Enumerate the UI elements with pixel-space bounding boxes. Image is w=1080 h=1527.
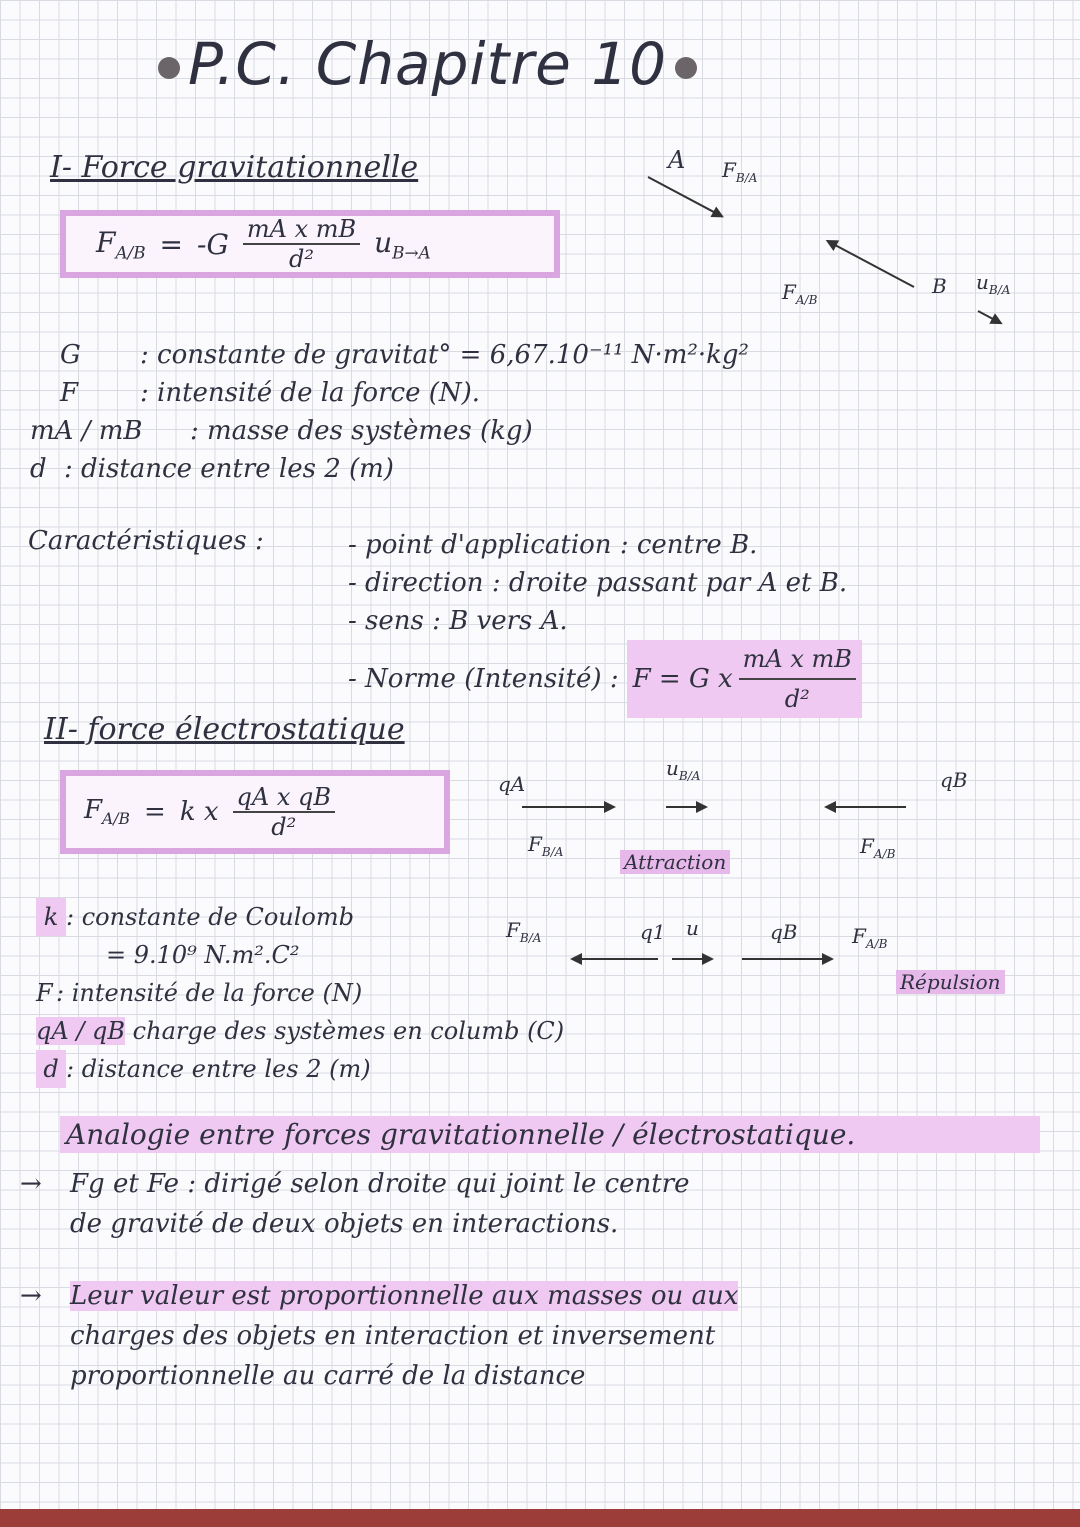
formula-den: d²	[288, 245, 314, 273]
attraction-label: Attraction	[620, 850, 730, 874]
attraction-unit-arrow	[666, 806, 706, 808]
def-masses: mA / mB : masse des systèmes (kg)	[30, 416, 533, 446]
def-charges: qA / qB charge des systèmes en columb (C)	[36, 1017, 565, 1045]
section2-definitions	[36, 898, 564, 1088]
force-ab-label: $F_{A/B}$	[782, 280, 818, 307]
force-ba-label: $F_{B/A}$	[722, 158, 758, 185]
repulsion-unit-label: u	[686, 916, 699, 940]
analogy-paragraph-2	[20, 1276, 738, 1396]
analogy-heading: Analogie entre forces gravitationnelle / électrostatique.	[60, 1116, 1040, 1153]
electrostatic-diagram	[480, 750, 1060, 1010]
def-distance2: d : distance entre les 2 (m)	[36, 1050, 564, 1088]
norm-lhs: F = G x	[632, 664, 733, 694]
repulsion-force-ab-arrow	[742, 958, 832, 960]
formula2-fraction: $\frac{\text{qA x qB}}{\text{d²}}$	[233, 783, 336, 841]
unit-vector-arrow	[978, 310, 1002, 324]
gravitational-formula-box	[60, 210, 560, 278]
formula-eq: =	[159, 227, 184, 261]
repulsion-fba-label: $F_{B/A}$	[506, 918, 542, 945]
formula2-coef: k x	[179, 797, 219, 827]
attraction-fba-label: $F_{B/A}$	[528, 832, 564, 859]
repulsion-charge-b-label: qB	[770, 920, 798, 944]
analogy-p2-line1: → Leur valeur est proportionnelle aux masses ou aux	[20, 1281, 739, 1311]
formula-num: mA x mB	[243, 215, 360, 245]
analogy-p2-line3: proportionnelle au carré de la distance	[70, 1361, 586, 1391]
formula2-eq: =	[144, 797, 166, 827]
section1-heading: I- Force gravitationnelle	[50, 150, 419, 185]
charge-a-label: qA	[498, 772, 526, 796]
attraction-force-ba-arrow	[522, 806, 614, 808]
formula-fraction	[243, 215, 360, 273]
bullet-dot-left	[158, 57, 180, 79]
formula-coef: -G	[197, 227, 229, 261]
characteristics-list	[348, 526, 862, 718]
unit-vector-label: $u_{B/A}$	[976, 270, 1011, 297]
repulsion-force-ba-arrow	[572, 958, 658, 960]
attraction-force-ab-arrow	[826, 806, 906, 808]
char-point: - point d'application : centre B.	[348, 530, 758, 560]
def-k-value: = 9.10⁹ N.m².C²	[106, 941, 300, 969]
charge-b-label: qB	[940, 768, 968, 792]
attraction-fab-label: $F_{A/B}$	[860, 834, 896, 861]
formula2-lhs: $F_{A/B}$	[84, 795, 131, 829]
point-b-label: B	[932, 274, 947, 298]
char-sens: - sens : B vers A.	[348, 606, 568, 636]
def-f2: F : intensité de la force (N)	[36, 979, 363, 1007]
page-title	[150, 30, 705, 98]
repulsion-label: Répulsion	[896, 970, 1005, 994]
characteristics-label: Caractéristiques :	[28, 526, 264, 556]
point-a-label: A	[668, 146, 686, 174]
section2-heading: II- force électrostatique	[44, 712, 405, 747]
analogy-p1-line1: → Fg et Fe : dirigé selon droite qui joint le centre	[20, 1169, 690, 1199]
section1-definitions	[30, 336, 749, 488]
force-ab-arrow	[827, 240, 914, 288]
analogy-p1-line2: de gravité de deux objets en interactions.	[70, 1209, 619, 1239]
def-g: G : constante de gravitat° = 6,67.10⁻¹¹ N·m²·kg²	[60, 340, 749, 370]
gravitation-diagram	[600, 140, 1060, 340]
bullet-dot-right	[675, 57, 697, 79]
notebook-binding-strip	[0, 1509, 1080, 1527]
repulsion-unit-arrow	[672, 958, 712, 960]
char-direction: - direction : droite passant par A et B.	[348, 568, 848, 598]
char-norm: - Norme (Intensité) : F = G x $\frac{\text{mA x mB}}{\text{d²}}$	[348, 640, 862, 718]
norm-fraction: $\frac{\text{mA x mB}}{\text{d²}}$	[739, 640, 856, 718]
def-k: k : constante de Coulomb	[36, 898, 564, 936]
analogy-p2-line2: charges des objets en interaction et inversement	[70, 1321, 716, 1351]
analogy-paragraph-1	[20, 1164, 690, 1244]
force-ba-arrow	[648, 176, 723, 217]
analogy-block	[60, 1116, 1040, 1153]
electrostatic-formula-box	[60, 770, 450, 854]
unit-vector-ba-label: $u_{B/A}$	[666, 756, 701, 783]
repulsion-charge-a-label: q1	[640, 920, 666, 944]
formula-vector: $u_{B\to A}$	[374, 225, 431, 263]
def-f: F : intensité de la force (N).	[60, 378, 481, 408]
formula-lhs: $F_{A/B}$	[96, 225, 146, 263]
repulsion-fab-label: $F_{A/B}$	[852, 924, 888, 951]
def-distance: d : distance entre les 2 (m)	[30, 454, 394, 484]
page-title-text: P.C. Chapitre 10	[188, 30, 668, 98]
